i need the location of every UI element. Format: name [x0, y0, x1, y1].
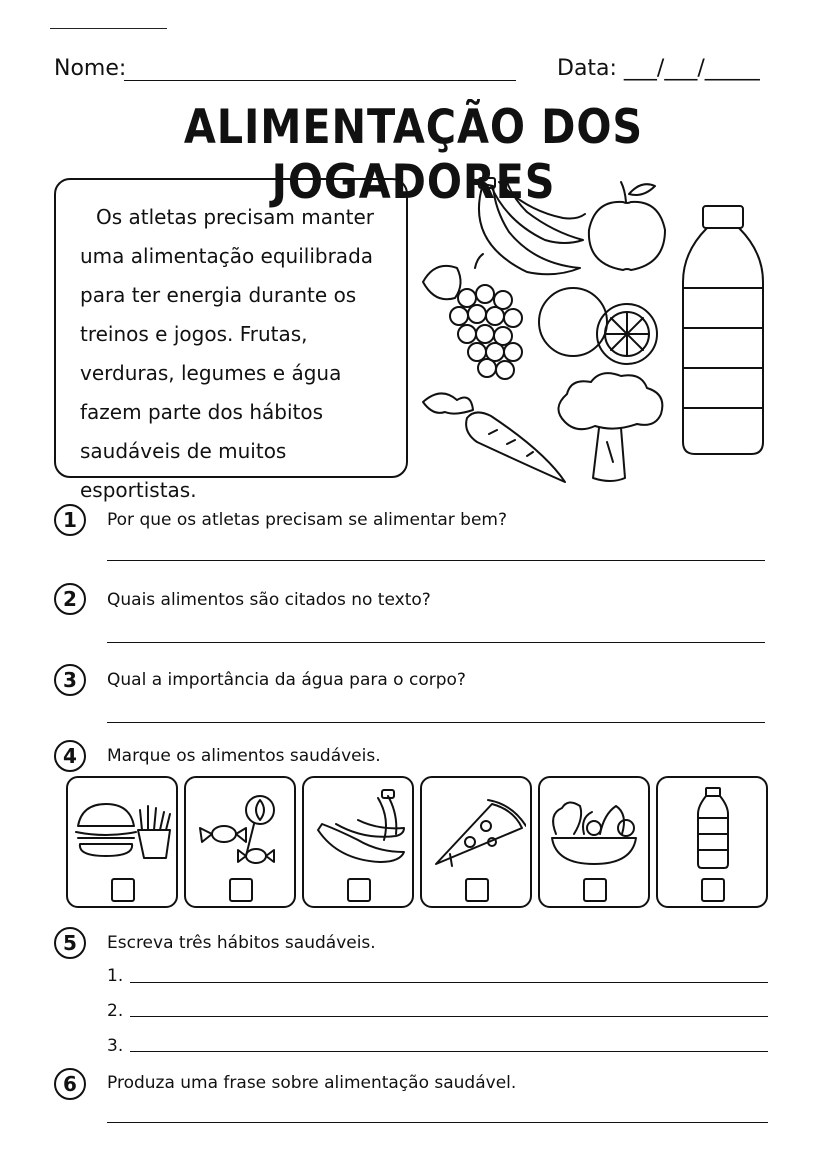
question-3-text: Qual a importância da água para o corpo? [107, 670, 466, 690]
food-checkbox-2[interactable] [229, 878, 253, 902]
pizza-icon [426, 784, 526, 874]
candy-icon [190, 784, 290, 874]
burger-fries-icon [72, 784, 172, 874]
food-option-burger [66, 776, 178, 908]
carrot-icon [423, 393, 565, 482]
answer-line-3[interactable] [107, 722, 765, 723]
habit-line-2[interactable] [130, 1016, 768, 1017]
habit-number-1: 1. [107, 966, 124, 986]
name-label: Nome: [54, 56, 127, 81]
top-rule [50, 28, 167, 29]
answer-line-6[interactable] [107, 1122, 768, 1123]
food-option-candy [184, 776, 296, 908]
page-title: ALIMENTAÇÃO DOS JOGADORES [183, 100, 644, 210]
answer-line-2[interactable] [107, 642, 765, 643]
question-2-number: 2 [54, 583, 86, 615]
banana-icon [308, 784, 408, 874]
salad-bowl-icon [544, 784, 644, 874]
habit-number-3: 3. [107, 1036, 124, 1056]
orange-icon [539, 288, 657, 364]
broccoli-icon [558, 373, 662, 481]
food-option-water [656, 776, 768, 908]
water-bottle-icon [683, 206, 763, 454]
answer-line-1[interactable] [107, 560, 765, 561]
question-6-number: 6 [54, 1068, 86, 1100]
question-6-text: Produza uma frase sobre alimentação saudável. [107, 1073, 517, 1093]
apple-icon [589, 182, 665, 270]
habit-line-1[interactable] [130, 982, 768, 983]
habit-line-3[interactable] [130, 1051, 768, 1052]
food-option-banana [302, 776, 414, 908]
grapes-icon [423, 254, 522, 379]
reading-text-box [54, 178, 408, 502]
question-2-text: Quais alimentos são citados no texto? [107, 590, 431, 610]
question-5-number: 5 [54, 927, 86, 959]
food-option-pizza [420, 776, 532, 908]
question-4-text: Marque os alimentos saudáveis. [107, 746, 381, 766]
habit-number-2: 2. [107, 1001, 124, 1021]
question-4-number: 4 [54, 740, 86, 772]
banana-icon [479, 178, 585, 274]
food-checkbox-6[interactable] [701, 878, 725, 902]
water-bottle-icon [662, 784, 762, 874]
reading-text: Os atletas precisam manter uma alimentação equilibrada para ter energia durante os treinos e jogos. Frutas, verduras, legumes e água fazem parte dos hábitos saudáveis de muitos esportistas. [80, 205, 374, 502]
name-field[interactable] [124, 80, 516, 81]
question-5-text: Escreva três hábitos saudáveis. [107, 933, 376, 953]
question-3-number: 3 [54, 664, 86, 696]
food-option-salad [538, 776, 650, 908]
food-checkbox-4[interactable] [465, 878, 489, 902]
foods-illustration [415, 172, 775, 490]
question-1-text: Por que os atletas precisam se alimentar bem? [107, 510, 507, 530]
date-field[interactable]: Data: ___/___/_____ [557, 56, 760, 81]
food-checkbox-5[interactable] [583, 878, 607, 902]
food-checkbox-1[interactable] [111, 878, 135, 902]
food-checkbox-3[interactable] [347, 878, 371, 902]
question-1-number: 1 [54, 504, 86, 536]
